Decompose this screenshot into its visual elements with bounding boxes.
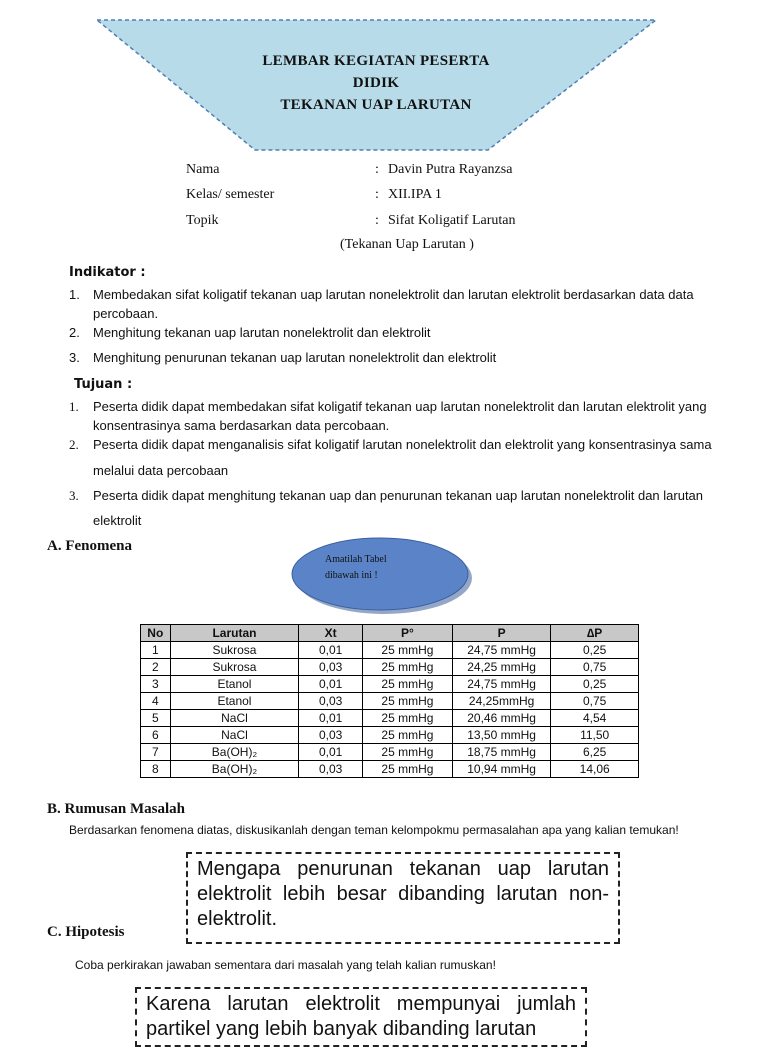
- rumusan-answer-box[interactable]: Mengapa penurunan tekanan uap larutan elektrolit lebih besar dibanding larutan non-elektrolit.: [186, 852, 620, 944]
- cell-larutan: Etanol: [170, 693, 299, 710]
- cell-p: 24,75 mmHg: [452, 676, 550, 693]
- tujuan-item-3-cont: elektrolit: [93, 513, 142, 528]
- class-sep: :: [375, 187, 379, 202]
- cell-p0: 25 mmHg: [362, 727, 452, 744]
- cell-xt: 0,03: [299, 693, 363, 710]
- table-header-row: [141, 625, 639, 642]
- indikator-item-2: Menghitung tekanan uap larutan nonelektrolit dan elektrolit: [93, 325, 431, 340]
- cell-p0: 25 mmHg: [362, 642, 452, 659]
- cell-larutan: NaCl: [170, 710, 299, 727]
- oval-text-1: Amatilah Tabel: [325, 554, 387, 565]
- section-c-heading: C. Hipotesis: [47, 924, 125, 940]
- section-b-heading: B. Rumusan Masalah: [47, 801, 185, 817]
- tujuan-item-1: Peserta didik dapat membedakan sifat koligatif tekanan uap larutan nonelektrolit dan larutan elektrolit yang: [93, 399, 707, 414]
- instruction-oval: [288, 536, 476, 616]
- indikator-item-1: Membedakan sifat koligatif tekanan uap larutan nonelektrolit dan larutan elektrolit berdasarkan data data: [93, 287, 694, 302]
- cell-p0: 25 mmHg: [362, 744, 452, 761]
- cell-p0: 25 mmHg: [362, 659, 452, 676]
- table-row: [141, 727, 639, 744]
- tujuan-num-2: 2.: [69, 437, 79, 452]
- cell-p0: 25 mmHg: [362, 693, 452, 710]
- cell-no: 6: [141, 727, 171, 744]
- cell-delta-p: 0,25: [551, 642, 639, 659]
- table-row: [141, 676, 639, 693]
- indikator-num-3: 3.: [69, 350, 80, 365]
- class-label: Kelas/ semester: [186, 187, 275, 202]
- vapor-pressure-table: [140, 624, 639, 778]
- title-line-1: LEMBAR KEGIATAN PESERTA: [262, 53, 490, 69]
- cell-delta-p: 0,75: [551, 693, 639, 710]
- table-row: [141, 761, 639, 778]
- tujuan-num-1: 1.: [69, 399, 79, 414]
- cell-larutan: Etanol: [170, 676, 299, 693]
- cell-xt: 0,03: [299, 727, 363, 744]
- name-label: Nama: [186, 162, 220, 177]
- hipotesis-instruction: Coba perkirakan jawaban sementara dari masalah yang telah kalian rumuskan!: [75, 958, 496, 972]
- cell-larutan: Ba(OH)₂: [170, 744, 299, 761]
- cell-no: 4: [141, 693, 171, 710]
- topic-sep: :: [375, 213, 379, 228]
- tujuan-heading: Tujuan :: [74, 377, 133, 392]
- cell-delta-p: 0,75: [551, 659, 639, 676]
- tujuan-item-2-cont: melalui data percobaan: [93, 463, 229, 478]
- cell-xt: 0,03: [299, 761, 363, 778]
- header-delta-p: ∆P: [551, 625, 639, 642]
- cell-xt: 0,03: [299, 659, 363, 676]
- name-sep: :: [375, 162, 379, 177]
- hipotesis-answer-box[interactable]: Karena larutan elektrolit mempunyai jumlah partikel yang lebih banyak dibanding larutan: [135, 987, 587, 1047]
- cell-p0: 25 mmHg: [362, 710, 452, 727]
- cell-p: 24,25mmHg: [452, 693, 550, 710]
- table-row: [141, 744, 639, 761]
- cell-no: 3: [141, 676, 171, 693]
- cell-p: 24,75 mmHg: [452, 642, 550, 659]
- cell-delta-p: 14,06: [551, 761, 639, 778]
- cell-p0: 25 mmHg: [362, 676, 452, 693]
- title-line-2: DIDIK: [352, 75, 400, 91]
- rumusan-instruction: Berdasarkan fenomena diatas, diskusikanlah dengan teman kelompokmu permasalahan apa yang kalian temukan!: [69, 823, 679, 837]
- cell-larutan: Sukrosa: [170, 659, 299, 676]
- cell-xt: 0,01: [299, 642, 363, 659]
- cell-delta-p: 4,54: [551, 710, 639, 727]
- cell-larutan: Sukrosa: [170, 642, 299, 659]
- indikator-num-1: 1.: [69, 287, 80, 302]
- cell-xt: 0,01: [299, 676, 363, 693]
- subtopic: (Tekanan Uap Larutan ): [340, 237, 474, 252]
- header-p: P: [452, 625, 550, 642]
- indikator-heading: Indikator :: [69, 265, 146, 280]
- cell-larutan: Ba(OH)₂: [170, 761, 299, 778]
- cell-no: 8: [141, 761, 171, 778]
- indikator-item-3: Menghitung penurunan tekanan uap larutan nonelektrolit dan elektrolit: [93, 350, 497, 365]
- cell-no: 7: [141, 744, 171, 761]
- table-row: [141, 693, 639, 710]
- cell-delta-p: 6,25: [551, 744, 639, 761]
- indikator-num-2: 2.: [69, 325, 80, 340]
- cell-no: 2: [141, 659, 171, 676]
- cell-xt: 0,01: [299, 744, 363, 761]
- indikator-item-1-cont: percobaan.: [93, 306, 159, 321]
- table-row: [141, 642, 639, 659]
- cell-no: 1: [141, 642, 171, 659]
- topic-label: Topik: [186, 213, 219, 228]
- oval-text-2: dibawah ini !: [325, 570, 378, 581]
- cell-p: 10,94 mmHg: [452, 761, 550, 778]
- cell-p0: 25 mmHg: [362, 761, 452, 778]
- cell-p: 18,75 mmHg: [452, 744, 550, 761]
- cell-delta-p: 0,25: [551, 676, 639, 693]
- class-value: XII.IPA 1: [388, 187, 442, 202]
- header-no: No: [141, 625, 171, 642]
- cell-delta-p: 11,50: [551, 727, 639, 744]
- cell-p: 20,46 mmHg: [452, 710, 550, 727]
- cell-p: 13,50 mmHg: [452, 727, 550, 744]
- header-larutan: Larutan: [170, 625, 299, 642]
- tujuan-item-3: Peserta didik dapat menghitung tekanan uap dan penurunan tekanan uap larutan nonelektrolit dan larutan: [93, 488, 704, 503]
- tujuan-item-2: Peserta didik dapat menganalisis sifat koligatif larutan nonelektrolit dan elektrolit yang konsentrasinya sama: [93, 437, 712, 452]
- header-xt: Xt: [299, 625, 363, 642]
- topic-value: Sifat Koligatif Larutan: [388, 213, 516, 228]
- cell-larutan: NaCl: [170, 727, 299, 744]
- tujuan-item-1-cont: konsentrasinya sama berdasarkan data percobaan.: [93, 418, 390, 433]
- tujuan-num-3: 3.: [69, 488, 79, 503]
- table-row: [141, 659, 639, 676]
- title-line-3: TEKANAN UAP LARUTAN: [280, 97, 472, 113]
- cell-p: 24,25 mmHg: [452, 659, 550, 676]
- name-value: Davin Putra Rayanzsa: [388, 162, 513, 177]
- cell-xt: 0,01: [299, 710, 363, 727]
- header-p0: P°: [362, 625, 452, 642]
- section-a-heading: A. Fenomena: [47, 538, 132, 554]
- table-row: [141, 710, 639, 727]
- cell-no: 5: [141, 710, 171, 727]
